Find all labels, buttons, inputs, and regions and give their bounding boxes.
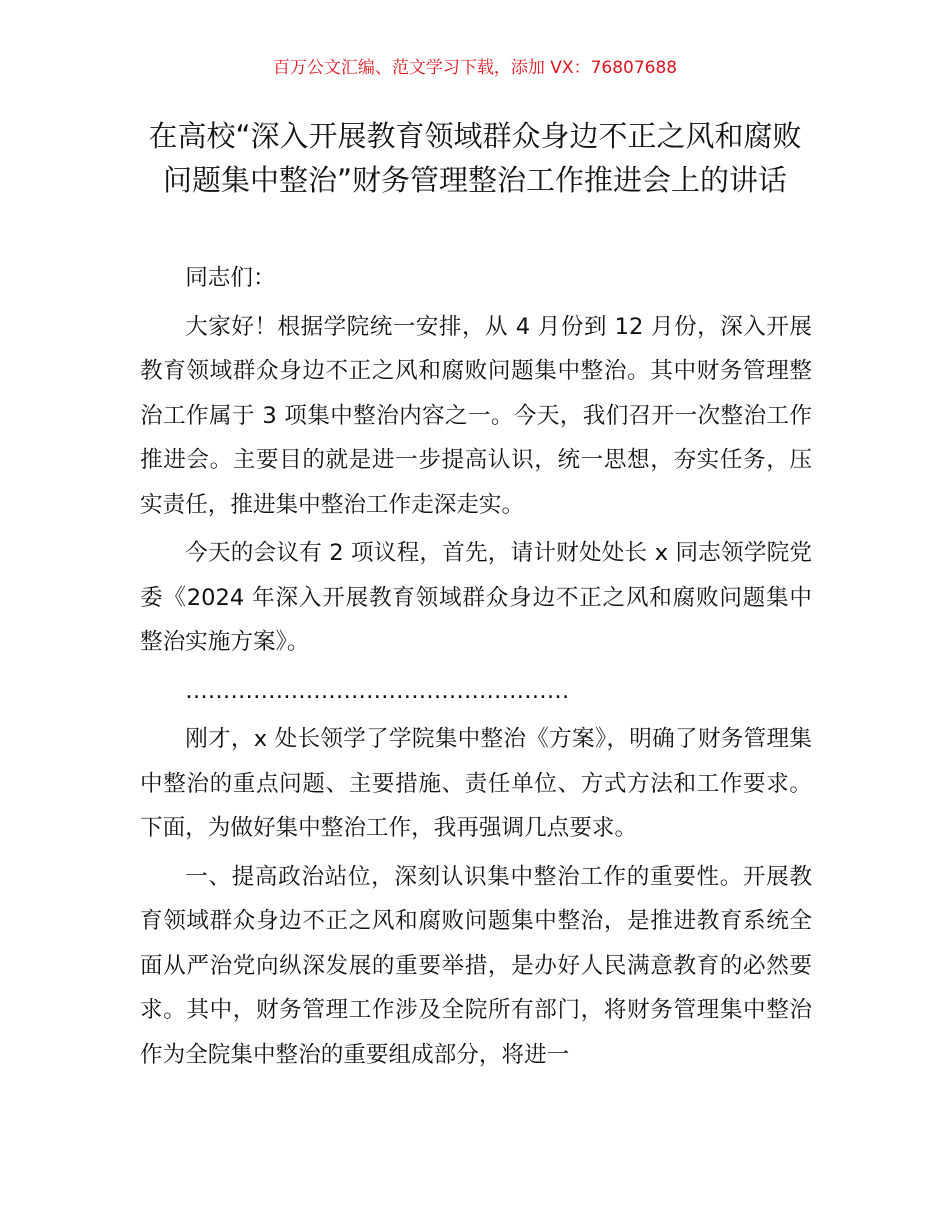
paragraph-agenda: 今天的会议有 2 项议程，首先，请计财处处长 x 同志领学院党委《2024 年深入开展教育领域群众身边不正之风和腐败问题集中整治实施方案》。 (140, 540, 812, 655)
paragraph-point-one: 一、提高政治站位，深刻认识集中整治工作的重要性。开展教育领域群众身边不正之风和腐败问题集中整治，是推进教育系统全面从严治党向纵深发展的重要举措，是办好人民满意教育的必然要求。其中，财务管理工作涉及全院所有部门，将财务管理集中整治作为全院集中整治的重要组成部分，将进一 (140, 863, 812, 1068)
paragraph-greeting: 同志们： (185, 265, 276, 291)
paragraph-transition: 刚才，x 处长领学了学院集中整治《方案》，明确了财务管理集中整治的重点问题、主要措施、责任单位、方式方法和工作要求。下面，为做好集中整治工作，我再强调几点要求。 (140, 726, 812, 841)
body-text (140, 256, 812, 1081)
paragraph-intro: 大家好！根据学院统一安排，从 4 月份到 12 月份，深入开展教育领域群众身边不正之风和腐败问题集中整治。其中财务管理整治工作属于 3 项集中整治内容之一。今天，我们召开一次整治工作推进会。主要目的就是进一步提高认识，统一思想，夯实任务，压实责任，推进集中整治工作走深走实。 (140, 313, 812, 518)
document-title: 在高校“深入开展教育领域群众身边不正之风和腐败问题集中整治”财务管理整治工作推进会上的讲话 (148, 119, 802, 197)
paragraph-ellipsis: …………………………………………… (185, 677, 570, 704)
header-note: 百万公文汇编、范文学习下载，添加 VX：76807688 (272, 58, 678, 78)
